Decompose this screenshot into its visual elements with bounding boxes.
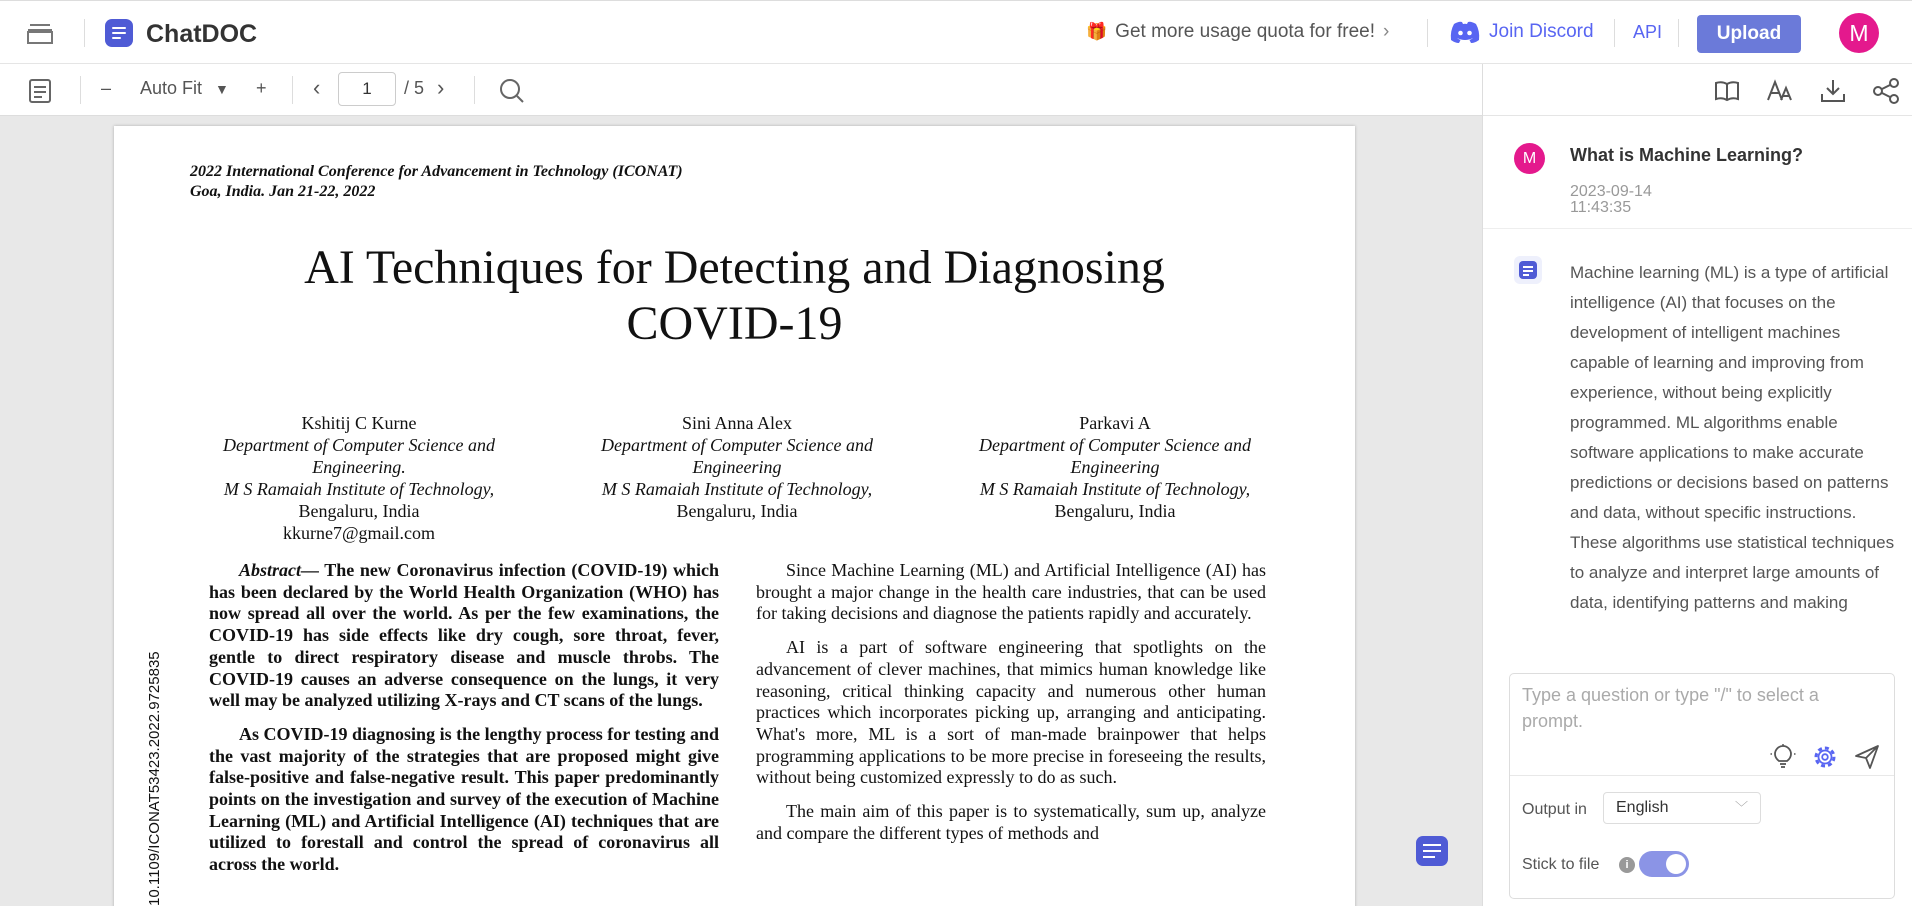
document-list-icon[interactable] bbox=[26, 19, 54, 47]
author-name: Parkavi A bbox=[1079, 413, 1151, 433]
divider bbox=[474, 76, 475, 104]
divider bbox=[1678, 19, 1679, 47]
author-institute: M S Ramaiah Institute of Technology, bbox=[979, 479, 1251, 499]
chatdoc-logo-icon bbox=[105, 19, 133, 47]
gift-icon: 🎁 bbox=[1086, 22, 1108, 41]
answer-text: Machine learning (ML) is a type of artificial intelligence (AI) that focuses on the development of intelligent machines capable of learning and improving from experience, without being explicitly programmed. ML algorithms enable software applications to make accurate predictions or decisions based on patterns and data, without specific instructions. These algorithms use statistical techniques to analyze and interpret large amounts of data, identifying patterns and making bbox=[1570, 263, 1895, 612]
abstract-text: The new Coronavirus infection (COVID-19) which has been declared by the World Health Organization (WHO) has now spread all over the world. As per the few examinations, the COVID-19 has side effects like dry cough, sore throat, fever, gentle to direct respiratory disease and muscle throbs. The COVID-19 causes an adverse consequence on the lungs, it very well may be analyzed utilizing X-rays and CT scans of the lungs. bbox=[209, 560, 719, 711]
author-name: Sini Anna Alex bbox=[681, 413, 792, 433]
top-bar bbox=[0, 0, 1912, 64]
chatdoc-answer-icon bbox=[1514, 256, 1542, 284]
discord-icon bbox=[1449, 20, 1481, 44]
body-paragraph: Since Machine Learning (ML) and Artificial Intelligence (AI) has brought a major change in the health care industries, that can be used for taking decisions and diagnose the patients rapidly and accurately. bbox=[756, 560, 1266, 624]
question-time: 11:43:35 bbox=[1570, 199, 1632, 216]
author-block bbox=[587, 412, 887, 522]
output-language-value: English bbox=[1616, 799, 1669, 816]
join-discord-label: Join Discord bbox=[1489, 21, 1594, 42]
send-icon[interactable] bbox=[1854, 744, 1880, 770]
share-icon[interactable] bbox=[1872, 77, 1900, 105]
lightbulb-icon[interactable] bbox=[1770, 744, 1796, 770]
zoom-in-button[interactable]: + bbox=[256, 78, 267, 98]
settings-gear-icon[interactable] bbox=[1812, 744, 1838, 770]
info-icon[interactable]: i bbox=[1619, 857, 1635, 873]
prev-page-button[interactable]: ‹ bbox=[313, 75, 321, 100]
paper-title-line: COVID-19 bbox=[626, 297, 843, 350]
zoom-level: Auto Fit bbox=[140, 78, 203, 98]
author-dept: Engineering bbox=[692, 457, 782, 477]
output-language-label: Output in bbox=[1522, 801, 1587, 818]
divider bbox=[1483, 228, 1912, 229]
author-dept: Department of Computer Science and bbox=[979, 435, 1251, 455]
author-dept: Engineering bbox=[1070, 457, 1160, 477]
author-institute: M S Ramaiah Institute of Technology, bbox=[223, 479, 495, 499]
upload-button[interactable]: Upload bbox=[1697, 15, 1801, 53]
divider bbox=[1427, 19, 1428, 47]
promo-text: Get more usage quota for free! bbox=[1115, 21, 1375, 42]
chat-sidebar bbox=[1482, 64, 1912, 906]
divider bbox=[80, 76, 81, 104]
doi-text: 10.1109/ICONAT53423.2022.9725835 bbox=[146, 651, 163, 906]
question-timestamp bbox=[1570, 184, 1652, 216]
input-placeholder: Type a question or type "/" to select a prompt. bbox=[1522, 685, 1819, 731]
stick-to-file-toggle[interactable] bbox=[1639, 851, 1689, 877]
promo-link[interactable] bbox=[1086, 21, 1389, 43]
caret-down-icon: ▼ bbox=[215, 81, 229, 97]
pdf-toolbar bbox=[0, 64, 1482, 116]
author-city: Bengaluru, India bbox=[298, 501, 420, 521]
abstract-paragraph: As COVID-19 diagnosing is the lengthy process for testing and the vast majority of the strategies that are proposed might give false-positive and false-negative result. This paper predominantly points on the investigation and survey of the execution of Machine Learning (ML) and Artificial Intelligence (AI) techniques that are utilized to forestall and control the spread of coronavirus all across the world. bbox=[209, 723, 719, 875]
divider bbox=[292, 76, 293, 104]
body-column bbox=[756, 560, 1266, 856]
question-text: What is Machine Learning? bbox=[1570, 145, 1804, 165]
paper-title bbox=[114, 240, 1355, 352]
page-number-input[interactable] bbox=[338, 72, 396, 106]
font-size-icon[interactable] bbox=[1766, 77, 1794, 105]
chat-input-panel bbox=[1509, 673, 1895, 899]
pdf-page bbox=[114, 126, 1355, 906]
zoom-select[interactable] bbox=[140, 78, 229, 99]
pdf-viewer[interactable] bbox=[0, 116, 1482, 906]
chevron-down-icon: ﹀ bbox=[1734, 800, 1748, 815]
paper-title-line: AI Techniques for Detecting and Diagnosing bbox=[304, 241, 1165, 294]
next-page-button[interactable]: › bbox=[437, 75, 445, 100]
question-date: 2023-09-14 bbox=[1570, 183, 1652, 200]
book-icon[interactable] bbox=[1713, 77, 1741, 105]
search-icon[interactable] bbox=[498, 77, 526, 105]
author-block bbox=[209, 412, 509, 544]
author-dept: Department of Computer Science and bbox=[601, 435, 873, 455]
author-city: Bengaluru, India bbox=[1054, 501, 1176, 521]
conference-location: Goa, India. Jan 21-22, 2022 bbox=[190, 183, 376, 200]
abstract-column bbox=[209, 560, 719, 888]
api-link[interactable]: API bbox=[1633, 22, 1663, 42]
author-dept: Department of Computer Science and bbox=[223, 435, 495, 455]
abstract-paragraph bbox=[209, 560, 719, 712]
download-icon[interactable] bbox=[1819, 77, 1847, 105]
divider bbox=[1614, 19, 1615, 47]
toggle-knob bbox=[1666, 854, 1686, 874]
page-total: / 5 bbox=[404, 78, 425, 98]
chevron-right-icon: › bbox=[1382, 21, 1390, 42]
body-paragraph: AI is a part of software engineering that spotlights on the advancement of clever machines, that mimics human knowledge like reasoning, critical thinking capacity and numerous other human practices which incorporates picking up, arranging and anticipating. What's more, ML is a sort of man-made brainpower that helps programming applications to be more precise in foreseeing the results, without being customized expressly to do as such. bbox=[756, 637, 1266, 788]
app-name: ChatDOC bbox=[146, 20, 258, 48]
divider bbox=[84, 19, 85, 47]
conference-info bbox=[190, 162, 683, 202]
author-institute: M S Ramaiah Institute of Technology, bbox=[601, 479, 873, 499]
stick-to-file-label: Stick to file bbox=[1522, 856, 1600, 873]
author-city: Bengaluru, India bbox=[676, 501, 798, 521]
author-name: Kshitij C Kurne bbox=[301, 413, 417, 433]
abstract-label: Abstract— bbox=[239, 560, 320, 580]
sidebar-toolbar bbox=[1483, 64, 1912, 116]
join-discord-link[interactable] bbox=[1449, 20, 1594, 44]
chat-float-icon[interactable] bbox=[1414, 834, 1450, 870]
output-language-select[interactable] bbox=[1603, 792, 1761, 824]
conference-line: 2022 International Conference for Advancement in Technology (ICONAT) bbox=[190, 163, 683, 180]
zoom-out-button[interactable]: – bbox=[101, 78, 112, 98]
author-dept: Engineering. bbox=[312, 457, 406, 477]
body-paragraph: The main aim of this paper is to systematically, sum up, analyze and compare the different types of methods and bbox=[756, 801, 1266, 843]
question-input[interactable] bbox=[1510, 674, 1894, 776]
question-avatar: M bbox=[1514, 143, 1545, 174]
user-avatar[interactable]: M bbox=[1839, 13, 1879, 53]
author-block bbox=[965, 412, 1265, 522]
author-email: kkurne7@gmail.com bbox=[282, 523, 436, 543]
toggle-sidebar-icon[interactable] bbox=[28, 78, 52, 104]
